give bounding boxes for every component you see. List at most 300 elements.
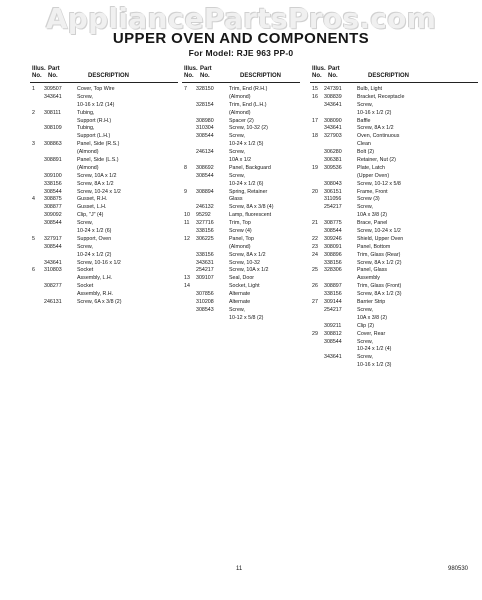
part-description: Cover, Rear <box>357 330 386 337</box>
part-number: 308277 <box>44 283 62 290</box>
part-description: Screw, 8A x 1/2 <box>229 251 266 258</box>
part-number: 328150 <box>196 86 214 92</box>
part-description: Support (L.H.) <box>77 133 111 140</box>
part-number: 310803 <box>44 267 62 274</box>
part-number: 338156 <box>196 228 214 235</box>
part-header: Part No. <box>200 66 212 79</box>
illus-number: 24 <box>312 251 318 258</box>
table-row <box>310 133 478 141</box>
table-row <box>310 189 478 197</box>
part-description: Panel, Side (R.S.) <box>77 141 120 148</box>
table-row <box>310 331 478 339</box>
table-row <box>310 346 478 354</box>
table-row <box>30 149 178 157</box>
part-description: Gusset, R.H. <box>77 196 108 203</box>
part-description: 10-24 x 1/2 (5) <box>229 141 264 148</box>
part-number: 338156 <box>44 180 62 187</box>
part-description: Lamp, fluorescent <box>229 212 272 219</box>
part-description: Screw, 8A x 1/2 <box>357 125 394 132</box>
part-number: 246131 <box>44 299 62 306</box>
table-row <box>310 204 478 212</box>
table-row <box>310 181 478 189</box>
part-number: 308544 <box>324 338 342 345</box>
part-number: 311056 <box>324 196 342 203</box>
table-row <box>182 236 300 244</box>
table-row <box>310 283 478 291</box>
part-number: 343631 <box>196 259 214 266</box>
table-row <box>30 157 178 165</box>
part-number: 308891 <box>44 157 62 164</box>
table-row <box>182 196 300 204</box>
table-row <box>310 94 478 102</box>
part-number: 327903 <box>324 133 342 140</box>
part-description: Panel, Side (L.S.) <box>77 157 119 164</box>
part-number: 338156 <box>196 251 214 258</box>
part-description: Socket <box>77 267 94 274</box>
part-description: 10-24 x 1/2 (2) <box>77 251 112 258</box>
table-row <box>30 299 178 307</box>
part-description: Trim, Glass (Rear) <box>357 251 401 258</box>
illus-number: 8 <box>184 164 187 171</box>
table-row <box>310 165 478 173</box>
part-number: 308897 <box>324 283 342 290</box>
part-description: Spacer (2) <box>229 117 254 124</box>
table-row <box>30 125 178 133</box>
part-description: 10A x 1/2 <box>229 157 252 164</box>
part-number: 246134 <box>196 149 214 156</box>
table-row <box>182 244 300 252</box>
part-description: Screw, <box>229 306 245 313</box>
table-row <box>310 307 478 315</box>
part-description: Support (R.H.) <box>77 117 112 124</box>
part-description: Assembly, R.H. <box>77 291 114 298</box>
table-row <box>30 189 178 197</box>
part-description: 10-24 x 1/2 (6) <box>229 180 264 187</box>
part-number: 308877 <box>44 204 62 211</box>
part-number: 328306 <box>324 267 342 274</box>
table-row <box>310 354 478 362</box>
part-number: 308544 <box>44 243 62 250</box>
part-description: Screw, 10-24 x 1/2 <box>77 188 121 195</box>
illus-number: 4 <box>32 196 35 203</box>
part-number: 310304 <box>196 125 214 132</box>
table-row <box>310 110 478 118</box>
part-description: Cover, Top Wire <box>77 86 115 92</box>
part-number: 308544 <box>44 220 62 227</box>
part-number: 308775 <box>324 220 342 227</box>
part-description: Assembly <box>357 275 380 282</box>
table-row <box>182 94 300 102</box>
parts-column-3 <box>310 64 478 370</box>
table-row <box>30 110 178 118</box>
illus-number: 22 <box>312 235 318 242</box>
table-row <box>182 181 300 189</box>
table-row <box>182 299 300 307</box>
table-row <box>182 275 300 283</box>
illus-number: 3 <box>32 141 35 148</box>
table-row <box>310 291 478 299</box>
description-header: DESCRIPTION <box>240 73 282 79</box>
part-description: Gusset, L.H. <box>77 204 107 211</box>
illus-number: 1 <box>32 86 35 92</box>
table-row <box>182 149 300 157</box>
part-number: 328154 <box>196 101 214 108</box>
table-row <box>30 252 178 260</box>
part-number: 338156 <box>324 291 342 298</box>
part-description: Panel, Backguard <box>229 164 271 171</box>
part-number: 306381 <box>324 157 342 164</box>
part-number: 308692 <box>196 164 214 171</box>
part-description: Retainer, Nut (2) <box>357 157 396 164</box>
table-row <box>182 189 300 197</box>
part-number: 309536 <box>324 164 342 171</box>
part-description: 10-24 x 1/2 (6) <box>77 228 112 235</box>
table-row <box>182 307 300 315</box>
part-description: Socket, Light <box>229 283 260 290</box>
part-description: Screw, 10A x 1/2 <box>77 172 117 179</box>
table-row <box>310 220 478 228</box>
table-row <box>182 252 300 260</box>
part-description: Glass <box>229 196 243 203</box>
part-description: Screw, <box>77 220 93 227</box>
part-description: Socket <box>77 283 94 290</box>
part-description: Tubing, <box>77 125 95 132</box>
part-header: Part No. <box>48 66 60 79</box>
illus-number: 7 <box>184 86 187 92</box>
part-number: 254217 <box>324 306 342 313</box>
part-number: 308544 <box>196 133 214 140</box>
illus-number: 10 <box>184 212 190 219</box>
table-row <box>310 267 478 275</box>
description-header: DESCRIPTION <box>368 73 410 79</box>
illus-number: 17 <box>312 117 318 124</box>
part-number: 246132 <box>196 204 214 211</box>
part-description: 10-16 x 1/2 (2) <box>357 109 392 116</box>
table-row <box>182 141 300 149</box>
part-description: Screw, <box>229 149 245 156</box>
part-description: Screw, 8A x 1/2 (2) <box>357 259 402 266</box>
part-description: Plate, Latch <box>357 164 385 171</box>
model-line: For Model: RJE 963 PP-0 <box>188 48 294 58</box>
part-description: Screw, <box>357 204 373 211</box>
table-row <box>30 260 178 268</box>
table-row <box>30 181 178 189</box>
table-row <box>30 94 178 102</box>
parts-list <box>310 86 478 370</box>
part-number: 308544 <box>196 172 214 179</box>
part-description: Screw, <box>229 133 245 140</box>
part-number: 309246 <box>324 235 342 242</box>
part-description: Bolt (2) <box>357 149 375 156</box>
part-number: 327917 <box>44 235 62 242</box>
column-header <box>310 64 478 83</box>
part-number: 343641 <box>324 101 342 108</box>
part-number: 308111 <box>44 109 61 116</box>
table-row <box>30 228 178 236</box>
table-row <box>30 118 178 126</box>
part-description: (Upper Oven) <box>357 172 390 179</box>
part-description: Clip, "J" (4) <box>77 212 104 219</box>
parts-column-1 <box>30 64 178 307</box>
illus-number: 9 <box>184 188 187 195</box>
table-row <box>310 236 478 244</box>
table-row <box>310 228 478 236</box>
part-description: 10A x 3/8 (2) <box>357 212 388 219</box>
table-row <box>310 212 478 220</box>
part-description: Screw, 10-16 x 1/2 <box>77 259 121 266</box>
part-header: Part No. <box>328 66 340 79</box>
illus-number: 18 <box>312 133 318 140</box>
part-description: Screw, 6A x 3/8 (2) <box>77 299 122 306</box>
table-row <box>30 102 178 110</box>
part-description: (Almond) <box>229 93 251 100</box>
part-description: Screw, 10-32 (2) <box>229 125 268 132</box>
part-number: 306225 <box>196 235 214 242</box>
part-description: Trim, End (R.H.) <box>229 86 268 92</box>
table-row <box>182 220 300 228</box>
part-description: Screw, <box>77 93 93 100</box>
table-row <box>182 283 300 291</box>
column-header <box>30 64 178 83</box>
part-description: (Almond) <box>77 164 99 171</box>
part-description: (Almond) <box>77 149 99 156</box>
table-row <box>182 133 300 141</box>
table-row <box>182 212 300 220</box>
part-description: Panel, Top <box>229 235 254 242</box>
table-row <box>182 204 300 212</box>
part-description: Trim, End (L.H.) <box>229 101 267 108</box>
part-description: Baffle <box>357 117 371 124</box>
parts-list <box>30 86 178 307</box>
page-title: UPPER OVEN AND COMPONENTS <box>112 30 370 47</box>
table-row <box>182 165 300 173</box>
table-row <box>310 339 478 347</box>
table-row <box>182 291 300 299</box>
illus-number: 11 <box>184 220 190 227</box>
table-row <box>30 141 178 149</box>
part-number: 308090 <box>324 117 342 124</box>
illus-number: 26 <box>312 283 318 290</box>
part-number: 309100 <box>44 172 62 179</box>
table-row <box>30 220 178 228</box>
part-number: 95292 <box>196 212 211 219</box>
part-number: 343641 <box>324 125 342 132</box>
table-row <box>310 86 478 94</box>
part-number: 247391 <box>324 86 342 92</box>
part-description: Screw, <box>357 101 373 108</box>
part-description: 10-16 x 1/2 (3) <box>357 362 392 369</box>
table-row <box>30 244 178 252</box>
table-row <box>30 283 178 291</box>
table-row <box>310 260 478 268</box>
part-number: 308839 <box>324 93 342 100</box>
part-description: Assembly, L.H. <box>77 275 113 282</box>
part-description: Clean <box>357 141 371 148</box>
part-number: 308863 <box>44 141 62 148</box>
illus-number: 23 <box>312 243 318 250</box>
illus-header: Illus. No. <box>312 66 326 79</box>
part-description: Screw, <box>357 354 373 361</box>
part-number: 308875 <box>44 196 62 203</box>
table-row <box>182 228 300 236</box>
part-description: Alternate <box>229 291 251 298</box>
table-row <box>182 102 300 110</box>
part-number: 306151 <box>324 188 342 195</box>
table-row <box>310 299 478 307</box>
part-description: Screw, 8A x 1/2 <box>77 180 114 187</box>
part-description: Spring, Retainer <box>229 188 268 195</box>
part-description: Screw, 10-32 <box>229 259 260 266</box>
illus-number: 6 <box>32 267 35 274</box>
part-description: Screw, <box>357 338 373 345</box>
table-row <box>310 118 478 126</box>
table-row <box>30 275 178 283</box>
table-row <box>30 212 178 220</box>
part-number: 327716 <box>196 220 214 227</box>
page-number: 11 <box>236 566 243 572</box>
part-description: Shield, Upper Oven <box>357 235 404 242</box>
watermark: AppliancePartsPros.com <box>45 2 437 35</box>
part-description: Screw, <box>77 243 93 250</box>
part-number: 343641 <box>44 93 62 100</box>
table-row <box>310 275 478 283</box>
part-description: Alternate <box>229 299 251 306</box>
part-description: Screw, 8A x 3/8 (4) <box>229 204 274 211</box>
illus-header: Illus. No. <box>184 66 198 79</box>
table-row <box>182 315 300 323</box>
table-row <box>30 267 178 275</box>
part-number: 308543 <box>196 306 214 313</box>
part-number: 308812 <box>324 330 342 337</box>
part-number: 309092 <box>44 212 62 219</box>
part-description: Screw (4) <box>229 228 252 235</box>
table-row <box>310 141 478 149</box>
table-row <box>310 323 478 331</box>
table-row <box>182 125 300 133</box>
table-row <box>182 110 300 118</box>
table-row <box>30 196 178 204</box>
part-description: Frame, Front <box>357 188 388 195</box>
table-row <box>310 125 478 133</box>
part-number: 343641 <box>324 354 342 361</box>
illus-number: 12 <box>184 235 190 242</box>
illus-number: 15 <box>312 86 318 92</box>
table-row <box>182 267 300 275</box>
part-description: Tubing, <box>77 109 95 116</box>
part-number: 254217 <box>324 204 342 211</box>
table-row <box>182 157 300 165</box>
illus-number: 27 <box>312 299 318 306</box>
part-description: Seal, Door <box>229 275 255 282</box>
part-description: Panel, Bottom <box>357 243 391 250</box>
part-number: 308091 <box>324 243 342 250</box>
part-description: 10-24 x 1/2 (4) <box>357 346 392 353</box>
part-description: Barrier Strip <box>357 299 386 306</box>
column-header <box>182 64 300 83</box>
illus-number: 25 <box>312 267 318 274</box>
part-number: 307856 <box>196 291 214 298</box>
illus-number: 2 <box>32 109 35 116</box>
part-description: 10-16 x 1/2 (14) <box>77 101 115 108</box>
part-description: Support, Oven <box>77 235 112 242</box>
table-row <box>310 244 478 252</box>
table-row <box>30 165 178 173</box>
part-description: Screw, <box>357 306 373 313</box>
description-header: DESCRIPTION <box>88 73 130 79</box>
illus-number: 20 <box>312 188 318 195</box>
table-row <box>310 196 478 204</box>
table-row <box>310 362 478 370</box>
table-row <box>30 204 178 212</box>
part-description: Screw, 10-24 x 1/2 <box>357 228 401 235</box>
table-row <box>30 291 178 299</box>
part-description: Screw, 10-12 x 5/8 <box>357 180 401 187</box>
table-row <box>30 173 178 181</box>
table-row <box>310 252 478 260</box>
part-description: Trim, Top <box>229 220 251 227</box>
table-row <box>182 86 300 94</box>
part-number: 308109 <box>44 125 62 132</box>
parts-column-2 <box>182 64 300 323</box>
part-number: 308980 <box>196 117 214 124</box>
part-description: Screw, 10A x 1/2 <box>229 267 269 274</box>
part-description: Screw (3) <box>357 196 380 203</box>
table-row <box>182 173 300 181</box>
part-number: 308544 <box>44 188 62 195</box>
part-number: 309107 <box>196 275 214 282</box>
part-number: 308043 <box>324 180 342 187</box>
parts-list <box>182 86 300 323</box>
illus-number: 21 <box>312 220 318 227</box>
illus-number: 5 <box>32 235 35 242</box>
part-description: Bracket, Receptacle <box>357 93 405 100</box>
part-description: Trim, Glass (Front) <box>357 283 402 290</box>
part-description: 10A x 3/8 (2) <box>357 314 388 321</box>
part-number: 309507 <box>44 86 62 92</box>
part-description: Screw, 8A x 1/2 (3) <box>357 291 402 298</box>
table-row <box>182 260 300 268</box>
table-row <box>310 149 478 157</box>
table-row <box>30 133 178 141</box>
part-number: 308894 <box>196 188 214 195</box>
illus-number: 14 <box>184 283 190 290</box>
illus-number: 16 <box>312 93 318 100</box>
part-description: (Almond) <box>229 243 251 250</box>
part-description: 10-12 x 5/8 (2) <box>229 314 264 321</box>
part-number: 254217 <box>196 267 214 274</box>
illus-number: 19 <box>312 164 318 171</box>
part-description: Oven, Continuous <box>357 133 400 140</box>
table-row <box>310 315 478 323</box>
document-code: 980530 <box>448 566 469 572</box>
illus-number: 13 <box>184 275 190 282</box>
part-description: Clip (2) <box>357 322 375 329</box>
part-number: 308544 <box>324 228 342 235</box>
table-row <box>30 86 178 94</box>
table-row <box>310 173 478 181</box>
part-description: Panel, Glass <box>357 267 388 274</box>
table-row <box>310 102 478 110</box>
part-number: 309211 <box>324 322 342 329</box>
part-number: 343641 <box>44 259 62 266</box>
table-row <box>182 118 300 126</box>
part-description: Brace, Panel <box>357 220 388 227</box>
part-number: 338156 <box>324 259 342 266</box>
part-number: 306280 <box>324 149 342 156</box>
part-description: (Almond) <box>229 109 251 116</box>
part-description: Bulb, Light <box>357 86 383 92</box>
part-number: 309144 <box>324 299 342 306</box>
